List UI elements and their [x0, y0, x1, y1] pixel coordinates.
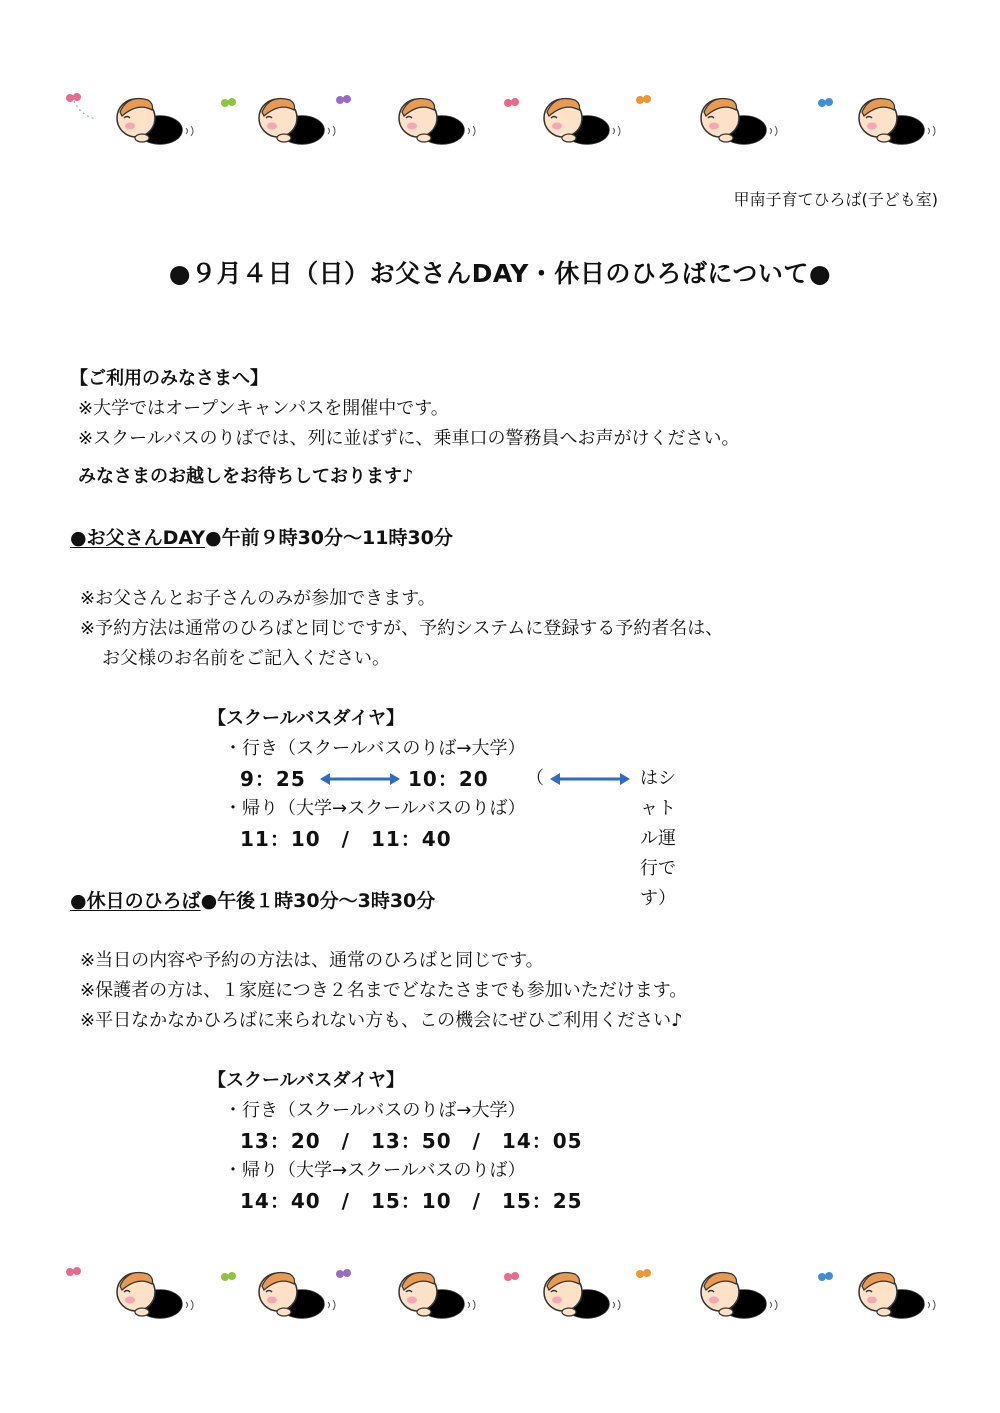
holiday-note: ※当日の内容や予約の方法は、通常のひろばと同じです。 — [80, 950, 544, 971]
intro-closing: みなさまのお越しをお待ちしております♪ — [78, 466, 414, 487]
bus-schedule-title: 【スクールバスダイヤ】 — [208, 1070, 405, 1091]
intro-note: ※スクールバスのりばでは、列に並ばずに、乗車口の警務員へお声がけください。 — [78, 428, 740, 449]
page-title: ●９月４日（日）お父さんDAY・休日のひろばについて● — [168, 259, 832, 288]
shuttle-end-time: 10：20 — [408, 767, 489, 791]
crawling-babies-illustration — [60, 88, 940, 158]
holiday-note: ※平日なかなかひろばに来られない方も、この機会にぜひご利用ください♪ — [80, 1010, 683, 1031]
father-day-heading — [70, 523, 453, 554]
shuttle-start-time: 9：25 — [240, 767, 306, 791]
father-day-note: お父様のお名前をご記入ください。 — [102, 648, 390, 669]
shuttle-legend-text: はシャトル運行です） — [640, 768, 676, 909]
holiday-heading-time: ●午後１時30分～3時30分 — [200, 890, 436, 912]
father-day-heading-time: ●午前９時30分～11時30分 — [205, 527, 453, 549]
holiday-heading — [70, 886, 435, 917]
bus-return-label: ・帰り（大学→スクールバスのりば） — [224, 1160, 526, 1181]
shuttle-legend-open: （ — [526, 768, 544, 789]
intro-heading: 【ご利用のみなさまへ】 — [70, 368, 268, 389]
organization-name: 甲南子育てひろば(子ども室) — [733, 190, 938, 209]
holiday-heading-name: ●休日のひろば — [70, 890, 201, 912]
holiday-bus-schedule — [208, 1066, 583, 1216]
bus-return-times: 11：10 / 11：40 — [240, 827, 452, 851]
bus-outbound-label: ・行き（スクールバスのりば→大学） — [224, 1100, 526, 1121]
double-arrow-icon — [550, 772, 630, 786]
intro-note: ※大学ではオープンキャンパスを開催中です。 — [78, 398, 449, 419]
crawling-babies-illustration — [60, 1262, 940, 1332]
intro-section — [70, 364, 739, 492]
father-day-heading-name: ●お父さんDAY — [70, 527, 205, 549]
bus-outbound-label: ・行き（スクールバスのりば→大学） — [224, 738, 526, 759]
holiday-note: ※保護者の方は、１家庭につき２名までどなたさまでも参加いただけます。 — [80, 980, 688, 1001]
bus-return-label: ・帰り（大学→スクールバスのりば） — [224, 798, 526, 819]
decorative-border-top — [60, 88, 940, 158]
bus-return-times: 14：40 / 15：10 / 15：25 — [240, 1189, 583, 1213]
bus-schedule-title: 【スクールバスダイヤ】 — [208, 708, 405, 729]
holiday-notes — [80, 946, 687, 1036]
father-day-note: ※予約方法は通常のひろばと同じですが、予約システムに登録する予約者名は、 — [80, 618, 724, 639]
father-day-notes — [80, 584, 723, 674]
decorative-border-bottom — [60, 1262, 940, 1332]
bus-outbound-times: 13：20 / 13：50 / 14：05 — [240, 1129, 583, 1153]
father-day-note: ※お父さんとお子さんのみが参加できます。 — [80, 588, 436, 609]
